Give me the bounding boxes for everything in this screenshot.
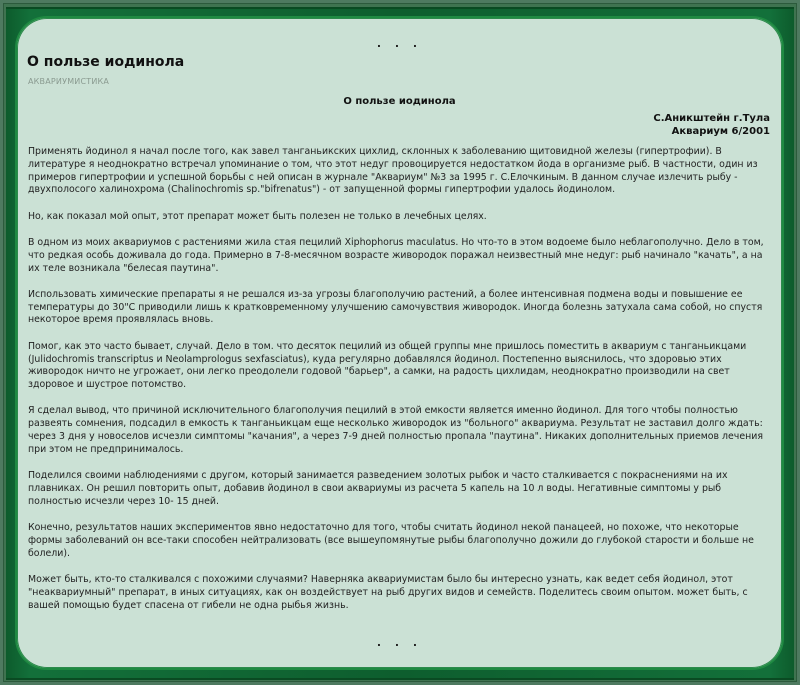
paragraph: В одном из моих аквариумов с растениями жила стая пецилий Xiphophorus maculatus. Но что-то в этом водоеме было неблагополучно. Дело в том, что редкая особь доживала до года. Примерно в 7-8-месячном возрасте живородок поражал неизвестный мне недуг: рыб начинало "качать", а на их теле возникала "белесая паутина". (28, 236, 764, 274)
source: Аквариум 6/2001 (671, 126, 770, 137)
paragraph: Помог, как это часто бывает, случай. Дело в том. что десяток пецилий из общей группы мне пришлось поместить в аквариум с танганьикцами (Julidochromis transcriptus и Neolamprologus sexfasciatus), куда регулярно добавлялся йодинол. Постепенно выяснилось, что здоровью этих живородок ничто не угрожает, они легко преодолели годовой "барьер", а самки, на радость цихлидам, неоднократно производили на свет здоровое и шустрое потомство. (28, 340, 747, 391)
paragraph: Конечно, результатов наших экспериментов явно недостаточно для того, чтобы считать йодинол некой панацеей, но похоже, что некоторые формы заболеваний он все-таки способен нейтрализовать (все вышеупомянутые рыбы благополучно дожили до глубокой старости и больше не болели). (28, 522, 754, 559)
page-title: О пользе иодинола (27, 54, 185, 70)
paragraph: Но, как показал мой опыт, этот препарат может быть полезен не только в лечебных целях. (28, 210, 487, 222)
separator-top: . . . (376, 37, 423, 50)
content-panel (17, 18, 782, 668)
byline (653, 112, 770, 138)
article-title: О пользе иодинола (343, 96, 456, 107)
article-body (28, 146, 773, 626)
separator-bottom: . . . (376, 636, 423, 649)
section-label[interactable]: АКВАРИУМИСТИКА (28, 77, 110, 86)
paragraph: Применять йодинол я начал после того, как завел танганьикских цихлид, склонных к заболеванию щитовидной железы (гипертрофии). В литературе я неоднократно встречал упоминание о том, что этот недуг провоцируется недостатком йода в организме рыб. В частности, один из примеров гипертрофии и успешной борьбы с ней описан в журнале "Аквариум" №3 за 1995 г. С.Елочкиным. В данном случае излечить рыбу - двухполосого халинохрома (Chalinochromis sp."bifrenatus") - от запущенной формы гипертрофии удалось йодинолом. (28, 146, 758, 196)
paragraph: Поделился своими наблюдениями с другом, который занимается разведением золотых рыбок и часто сталкивается с покраснениями на их плавниках. Он решил повторить опыт, добавив йодинол в свои аквариумы из расчета 5 капель на 10 л воды. Негативные симптомы у рыб полностью исчезли через 10- 15 дней. (28, 470, 728, 507)
author: С.Аникштейн г.Тула (653, 113, 770, 124)
paragraph: Я сделал вывод, что причиной исключительного благополучия пецилий в этой емкости является именно йодинол. Для того чтобы полностью развеять сомнения, подсадил в емкость к танганьикцам еще несколько живородок из "больного" аквариума. Результат не заставил долго ждать: через 3 дня у новоселов исчезли симптомы "качания", а через 7-9 дней полностью пропала "паутина". Никаких дополнительных приемов лечения при этом не предпринималось. (28, 405, 763, 455)
paragraph: Использовать химические препараты я не решался из-за угрозы благополучию растений, а более интенсивная подмена воды и повышение ее температуры до 30"С приводили лишь к кратковременному улучшению самочувствия живородок. Иногда болезнь затухала сама собой, но спустя некоторое время проявлялась вновь. (28, 288, 763, 326)
paragraph: Может быть, кто-то сталкивался с похожими случаями? Наверняка аквариумистам было бы интересно узнать, как ведет себя йодинол, этот "неаквариумный" препарат, в иных ситуациях, как он воздействует на рыб других видов и семейств. Поделитесь своим опытом. может быть, с вашей помощью будет спасена от гибели не одна рыбья жизнь. (28, 573, 748, 611)
